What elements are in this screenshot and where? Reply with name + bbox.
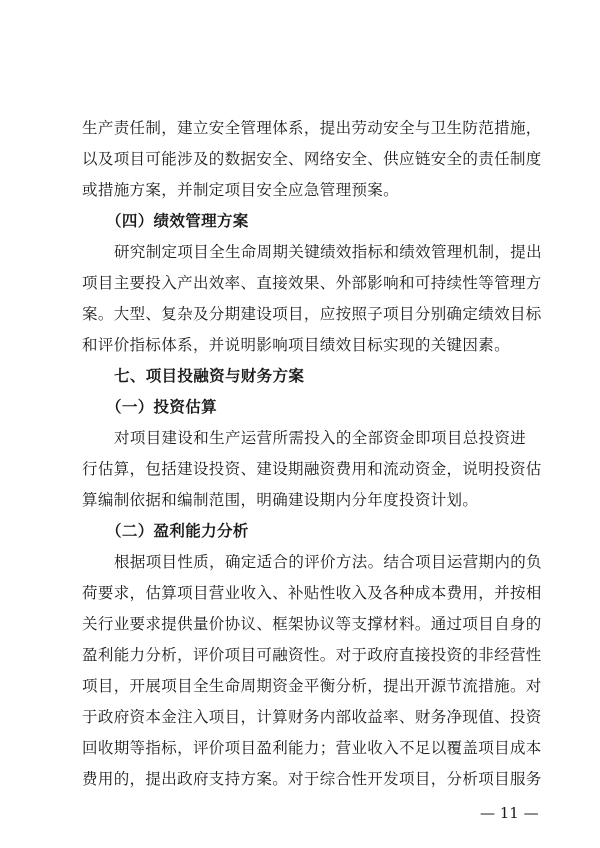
body-text-line: 对项目建设和生产运营所需投入的全部资金即项目总投资进 bbox=[114, 429, 527, 447]
body-text-line: 荷要求，估算项目营业收入、补贴性收入及各种成本费用，并按相 bbox=[82, 584, 542, 602]
body-text-line: 或措施方案，并制定项目安全应急管理预案。 bbox=[82, 181, 400, 199]
body-text-line: 案。大型、复杂及分期建设项目，应按照子项目分别确定绩效目标 bbox=[82, 305, 542, 323]
body-text-line: 行估算，包括建设投资、建设期融资费用和流动资金，说明投资估 bbox=[82, 460, 542, 478]
body-text-line: 生产责任制，建立安全管理体系，提出劳动安全与卫生防范措施， bbox=[82, 119, 542, 137]
body-text-line: 项目，开展项目全生命周期资金平衡分析，提出开源节流措施。对 bbox=[82, 677, 542, 695]
body-text-line: 回收期等指标，评价项目盈利能力；营业收入不足以覆盖项目成本 bbox=[82, 739, 542, 757]
body-text-line: 费用的，提出政府支持方案。对于综合性开发项目，分析项目服务 bbox=[82, 770, 542, 788]
section-heading: （二）盈利能力分析 bbox=[106, 521, 249, 540]
body-text-line: 算编制依据和编制范围，明确建设期内分年度投资计划。 bbox=[82, 491, 479, 509]
page-number: — 11 — bbox=[480, 804, 539, 822]
chapter-heading: 七、项目投融资与财务方案 bbox=[114, 366, 305, 385]
body-text-line: 于政府资本金注入项目，计算财务内部收益率、财务净现值、投资 bbox=[82, 708, 542, 726]
body-text-line: 研究制定项目全生命周期关键绩效指标和绩效管理机制，提出 bbox=[114, 243, 542, 261]
body-text-line: 盈利能力分析，评价项目可融资性。对于政府直接投资的非经营性 bbox=[82, 646, 542, 664]
body-text-line: 项目主要投入产出效率、直接效果、外部影响和可持续性等管理方 bbox=[82, 274, 542, 292]
section-heading: （四）绩效管理方案 bbox=[106, 211, 249, 230]
body-text-line: 以及项目可能涉及的数据安全、网络安全、供应链安全的责任制度 bbox=[82, 150, 542, 168]
body-text-line: 和评价指标体系，并说明影响项目绩效目标实现的关键因素。 bbox=[82, 336, 510, 354]
body-text-line: 关行业要求提供量价协议、框架协议等支撑材料。通过项目自身的 bbox=[82, 615, 542, 633]
section-heading: （一）投资估算 bbox=[106, 397, 217, 416]
body-text-line: 根据项目性质，确定适合的评价方法。结合项目运营期内的负 bbox=[114, 553, 542, 571]
